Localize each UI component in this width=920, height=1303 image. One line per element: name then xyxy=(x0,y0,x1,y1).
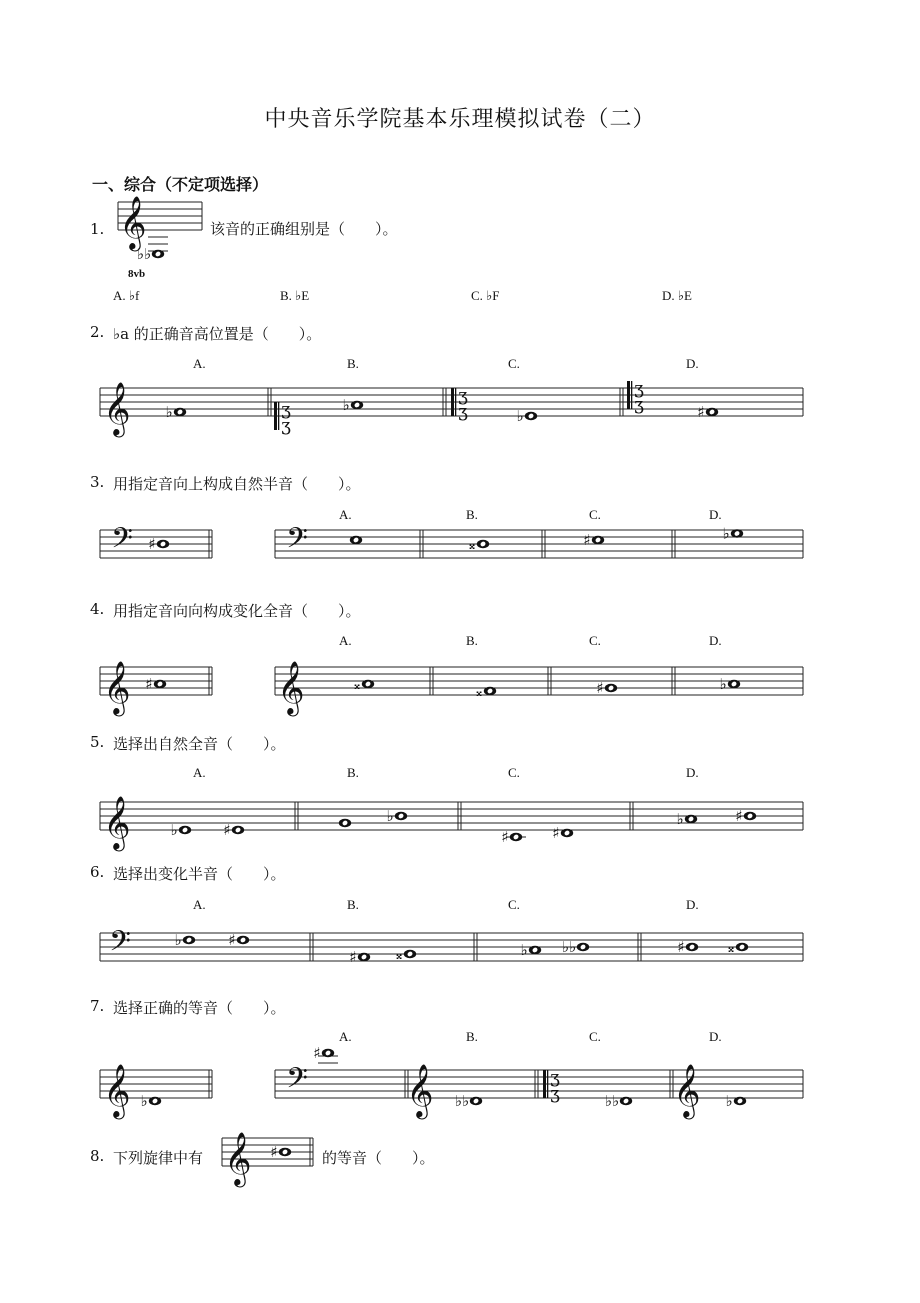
q4-option-a[interactable]: A. xyxy=(339,633,352,648)
question-6-number: 6. xyxy=(90,863,105,881)
c-clef-icon: ʒ xyxy=(458,386,468,406)
q2-note-c xyxy=(525,412,537,420)
q5-note-c1 xyxy=(510,833,522,841)
flat-icon: ♭ xyxy=(719,675,727,693)
c-clef-icon: ʒ xyxy=(634,379,644,399)
q4-note-b xyxy=(484,687,496,695)
c-clef-icon: ʒ xyxy=(634,395,644,415)
double-sharp-icon: 𝄪 xyxy=(728,941,734,956)
c-clef-icon: ʒ xyxy=(281,416,291,436)
octave-mark: 8vb xyxy=(128,268,146,280)
question-6-text: 选择出变化半音（ ）。 xyxy=(113,865,286,883)
q3-note-d xyxy=(731,529,743,537)
q7-note-b xyxy=(470,1097,482,1105)
c-clef-icon xyxy=(547,1070,548,1098)
q7-note-a xyxy=(322,1049,334,1057)
q3-option-a[interactable]: A. xyxy=(339,507,352,522)
question-5-text: 选择出自然全音（ ）。 xyxy=(113,735,286,753)
c-clef-icon xyxy=(278,402,279,430)
q7-given-note xyxy=(149,1097,161,1105)
c-clef-icon xyxy=(274,402,277,430)
q4-note-c xyxy=(605,684,617,692)
q3-note-c xyxy=(592,536,604,544)
q6-option-c[interactable]: C. xyxy=(508,897,520,912)
q4-option-d[interactable]: D. xyxy=(709,633,722,648)
q1-answer-d[interactable]: D. ♭E xyxy=(662,288,692,303)
q6-option-b[interactable]: B. xyxy=(347,897,359,912)
sharp-icon: ♯ xyxy=(228,931,236,949)
treble-clef-icon: 𝄞 xyxy=(103,660,131,714)
sharp-icon: ♯ xyxy=(313,1044,321,1062)
q7-option-d[interactable]: D. xyxy=(709,1029,722,1044)
sharp-icon: ♯ xyxy=(223,821,231,839)
q7-option-c[interactable]: C. xyxy=(589,1029,601,1044)
flat-icon: ♭ xyxy=(386,807,394,825)
sharp-icon: ♯ xyxy=(270,1143,278,1161)
q2-option-c[interactable]: C. xyxy=(508,356,520,371)
q6-note-a2 xyxy=(237,936,249,944)
double-sharp-icon: 𝄪 xyxy=(469,538,475,553)
question-7-text: 选择正确的等音（ ）。 xyxy=(113,999,286,1017)
flat-icon: ♭ xyxy=(516,407,524,425)
q4-note-a xyxy=(362,680,374,688)
q5-option-b[interactable]: B. xyxy=(347,765,359,780)
q5-option-a[interactable]: A. xyxy=(193,765,206,780)
q8-note xyxy=(279,1148,291,1156)
q4-option-c[interactable]: C. xyxy=(589,633,601,648)
q5-note-d1 xyxy=(685,815,697,823)
double-flat-icon: ♭♭ xyxy=(454,1092,470,1110)
q2-option-b[interactable]: B. xyxy=(347,356,359,371)
sharp-icon: ♯ xyxy=(148,535,156,553)
treble-clef-icon: 𝄞 xyxy=(277,660,305,714)
flat-icon: ♭ xyxy=(725,1092,733,1110)
question-3-number: 3. xyxy=(90,473,105,491)
treble-clef-icon: 𝄞 xyxy=(103,381,131,435)
c-clef-icon xyxy=(455,388,456,416)
question-2-text: ♭a 的正确音高位置是（ ）。 xyxy=(113,325,322,343)
c-clef-icon: ʒ xyxy=(458,402,468,422)
question-1-number: 1. xyxy=(90,220,105,238)
c-clef-icon xyxy=(627,381,630,409)
flat-icon: ♭ xyxy=(165,403,173,421)
q1-answer-a[interactable]: A. ♭f xyxy=(113,288,140,303)
q7-note-d xyxy=(734,1097,746,1105)
treble-clef-icon: 𝄞 xyxy=(119,195,147,249)
q2-option-a[interactable]: A. xyxy=(193,356,206,371)
question-8-text-before: 下列旋律中有 xyxy=(113,1149,204,1167)
flat-icon: ♭ xyxy=(722,524,730,543)
treble-clef-icon: 𝄞 xyxy=(103,1063,131,1117)
q3-given-note xyxy=(157,540,169,548)
question-8-text-after: 的等音（ ）。 xyxy=(322,1149,435,1167)
double-sharp-icon: 𝄪 xyxy=(396,948,402,963)
sharp-icon: ♯ xyxy=(501,828,509,846)
sharp-icon: ♯ xyxy=(552,824,560,842)
q7-option-a[interactable]: A. xyxy=(339,1029,352,1044)
q6-note-d2 xyxy=(736,943,748,951)
q5-note-c2 xyxy=(561,829,573,837)
double-flat-icon: ♭♭ xyxy=(561,938,577,956)
q4-given-note xyxy=(154,680,166,688)
c-clef-icon xyxy=(543,1070,546,1098)
sharp-icon: ♯ xyxy=(145,675,153,693)
q6-note-c2 xyxy=(577,943,589,951)
treble-clef-icon: 𝄞 xyxy=(224,1131,252,1185)
q2-option-d[interactable]: D. xyxy=(686,356,699,371)
q3-option-c[interactable]: C. xyxy=(589,507,601,522)
c-clef-icon: ʒ xyxy=(281,400,291,420)
q6-note-b2 xyxy=(404,950,416,958)
q6-note-a1 xyxy=(183,936,195,944)
c-clef-icon: ʒ xyxy=(550,1068,560,1088)
q3-option-d[interactable]: D. xyxy=(709,507,722,522)
section-heading: 一、综合（不定项选择） xyxy=(92,175,269,194)
c-clef-icon xyxy=(631,381,632,409)
sharp-icon: ♯ xyxy=(349,948,357,966)
q5-note-a2 xyxy=(232,826,244,834)
flat-icon: ♭ xyxy=(520,941,528,959)
q6-note-d1 xyxy=(686,943,698,951)
q2-note-a xyxy=(174,408,186,416)
treble-clef-icon: 𝄞 xyxy=(673,1063,701,1117)
flat-icon: ♭ xyxy=(676,810,684,828)
flat-icon: ♭ xyxy=(140,1092,148,1110)
q5-note-b2 xyxy=(395,812,407,820)
flat-icon: ♭ xyxy=(342,396,350,414)
question-3-text: 用指定音向上构成自然半音（ ）。 xyxy=(113,475,361,493)
treble-clef-icon: 𝄞 xyxy=(406,1063,434,1117)
c-clef-icon xyxy=(451,388,454,416)
q5-note-b1 xyxy=(339,819,351,827)
q6-option-a[interactable]: A. xyxy=(193,897,206,912)
question-5-number: 5. xyxy=(90,733,105,751)
q5-option-d[interactable]: D. xyxy=(686,765,699,780)
q2-note-b xyxy=(351,401,363,409)
q5-option-c[interactable]: C. xyxy=(508,765,520,780)
q6-option-d[interactable]: D. xyxy=(686,897,699,912)
page-title: 中央音乐学院基本乐理模拟试卷（二） xyxy=(264,107,656,132)
question-8-number: 8. xyxy=(90,1147,105,1165)
question-4-text: 用指定音向向构成变化全音（ ）。 xyxy=(113,602,361,620)
treble-clef-icon: 𝄞 xyxy=(103,795,131,849)
question-4-number: 4. xyxy=(90,600,105,618)
flat-icon: ♭ xyxy=(174,931,182,949)
q5-note-a1 xyxy=(179,826,191,834)
double-flat-icon: ♭♭ xyxy=(136,245,152,263)
sharp-icon: ♯ xyxy=(583,531,591,549)
q3-option-b[interactable]: B. xyxy=(466,507,478,522)
q3-note-b xyxy=(477,540,489,548)
sharp-icon: ♯ xyxy=(677,938,685,956)
q1-answer-c[interactable]: C. ♭F xyxy=(471,288,500,303)
double-flat-icon: ♭♭ xyxy=(604,1092,620,1110)
q1-answer-b[interactable]: B. ♭E xyxy=(280,288,310,303)
question-2-number: 2. xyxy=(90,323,105,341)
q6-note-b1 xyxy=(358,953,370,961)
c-clef-icon: ʒ xyxy=(550,1084,560,1104)
q3-note-a xyxy=(350,536,362,544)
flat-icon: ♭ xyxy=(170,821,178,839)
double-sharp-icon: 𝄪 xyxy=(354,678,360,693)
bass-clef-icon: 𝄢 xyxy=(111,522,133,562)
double-sharp-icon: 𝄪 xyxy=(476,685,482,700)
q2-note-d xyxy=(706,408,718,416)
q6-note-c1 xyxy=(529,946,541,954)
q4-note-d xyxy=(728,680,740,688)
q7-note-c xyxy=(620,1097,632,1105)
bass-clef-icon: 𝄢 xyxy=(286,1062,308,1102)
sharp-icon: ♯ xyxy=(697,403,705,421)
q7-option-b[interactable]: B. xyxy=(466,1029,478,1044)
q1-note xyxy=(152,250,164,258)
sharp-icon: ♯ xyxy=(596,679,604,697)
bass-clef-icon: 𝄢 xyxy=(286,522,308,562)
q4-option-b[interactable]: B. xyxy=(466,633,478,648)
sharp-icon: ♯ xyxy=(735,807,743,825)
question-1-text: 该音的正确组别是（ ）。 xyxy=(210,220,398,238)
q5-note-d2 xyxy=(744,812,756,820)
question-7-number: 7. xyxy=(90,997,105,1015)
bass-clef-icon: 𝄢 xyxy=(109,925,131,965)
